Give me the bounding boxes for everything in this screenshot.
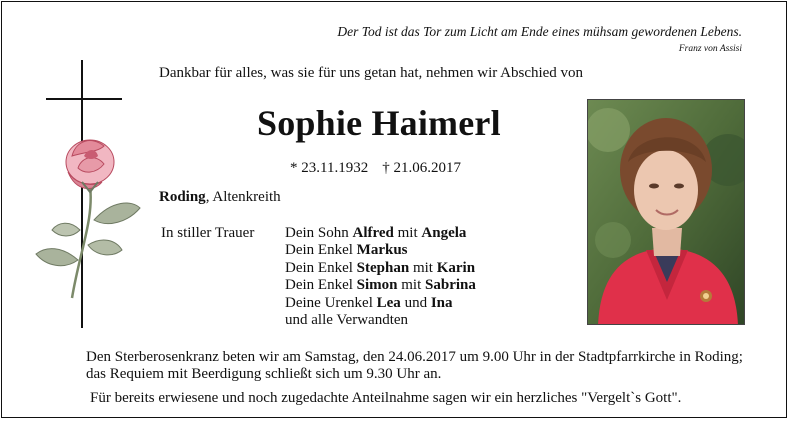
mourner-relation: Deine Urenkel [285, 294, 377, 311]
mourner-relation: und [400, 294, 431, 311]
mourners-list [285, 225, 476, 329]
mourner-name: Stephan [356, 259, 410, 276]
mourner-line [285, 242, 476, 259]
rosary-notice: Den Sterberosenkranz beten wir am Samstag, den 24.06.2017 um 9.00 Uhr in der Stadtpfarrkirche in Roding; [86, 349, 743, 365]
mourner-name: Alfred [352, 225, 394, 241]
portrait-image [588, 100, 745, 325]
mourner-line [285, 277, 476, 294]
mourner-name: Ina [430, 294, 453, 311]
mourner-line [285, 312, 476, 329]
cross-with-rose-illustration [32, 60, 152, 330]
residence [159, 189, 281, 206]
mourner-line [285, 260, 476, 277]
mourner-name: Karin [436, 259, 476, 276]
mourner-relation: mit [393, 225, 422, 241]
mourner-line [285, 225, 476, 242]
obituary-notice [1, 1, 787, 418]
mourning-label: In stiller Trauer [161, 225, 255, 241]
mourner-relation: und alle Verwandten [285, 312, 409, 329]
mourner-name: Lea [376, 294, 401, 311]
mourner-name: Sabrina [425, 277, 476, 294]
mourner-relation: mit [409, 259, 437, 276]
mourner-line [285, 295, 476, 312]
mourner-relation: Dein Enkel [285, 277, 357, 294]
residence-town: Roding [159, 189, 206, 205]
mourner-name: Simon [356, 277, 398, 294]
quote-author: Franz von Assisi [678, 44, 742, 54]
mourner-relation: mit [397, 277, 426, 294]
mourner-name: Markus [356, 242, 408, 259]
mourner-relation: Dein Enkel [285, 259, 357, 276]
deceased-name: Sophie Haimerl [257, 103, 501, 143]
residence-district: , Altenkreith [205, 189, 281, 205]
mourner-relation: Dein Enkel [285, 242, 357, 259]
birth-date: * 23.11.1932 [290, 160, 369, 176]
quote-text: Der Tod ist das Tor zum Licht am Ende eines mühsam gewordenen Lebens. [337, 24, 742, 39]
mourner-relation: Dein Sohn [285, 225, 353, 241]
requiem-notice: das Requiem mit Beerdigung schließt sich um 9.30 Uhr an. [86, 366, 442, 382]
life-dates [290, 160, 475, 177]
portrait-photo [587, 99, 745, 325]
thanks-text: Für bereits erwiesene und noch zugedachte Anteilnahme sagen wir ein herzliches "Vergelt`s Gott". [90, 390, 682, 406]
intro-text: Dankbar für alles, was sie für uns getan hat, nehmen wir Abschied von [159, 65, 584, 81]
death-date: † 21.06.2017 [382, 160, 461, 176]
mourner-name: Angela [421, 225, 467, 241]
